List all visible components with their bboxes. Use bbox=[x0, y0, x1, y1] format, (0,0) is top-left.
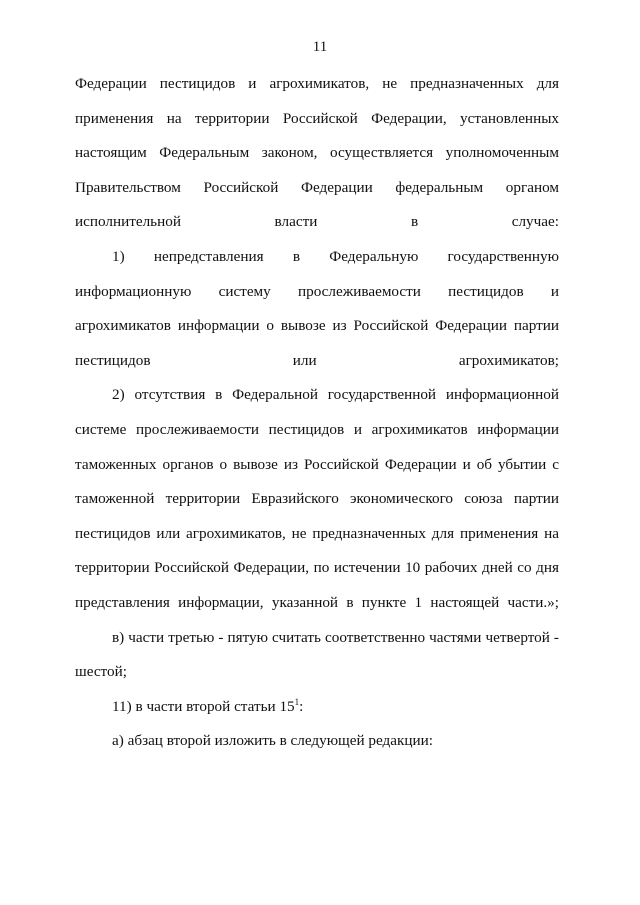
document-body bbox=[75, 67, 559, 759]
paragraph-continuation: Федерации пестицидов и агрохимикатов, не предназначенных для применения на территории Российской Федерации, установленных настоящим Федеральным законом, осуществляется уполномоченным Правительством Российской Федерации федеральным органом исполнительной власти в случае: bbox=[75, 75, 559, 231]
page-number: 11 bbox=[312, 39, 328, 55]
article-superscript: 1 bbox=[294, 696, 300, 707]
paragraph-item-v: в) части третью - пятую считать соответственно частями четвертой - шестой; bbox=[75, 628, 559, 681]
paragraph-item-2: 2) отсутствия в Федеральной государственной информационной системе прослеживаемости пестицидов и агрохимикатов информации таможенных органов о вывозе из Российской Федерации и об убытии с таможенной территории Евразийского экономического союза партии пестицидов или агрохимикатов, не предназначенных для применения на территории Российской Федерации, по истечении 10 рабочих дней со дня представления информации, указанной в пункте 1 настоящей части.»; bbox=[75, 386, 559, 611]
paragraph-item-a: а) абзац второй изложить в следующей редакции: bbox=[112, 732, 434, 750]
article-line-suffix: : bbox=[299, 697, 304, 715]
paragraph-item-1: 1) непредставления в Федеральную государственную информационную систему прослеживаемости пестицидов и агрохимикатов информации о вывозе из Российской Федерации партии пестицидов или агрохимикатов; bbox=[75, 247, 559, 369]
article-line-text: 11) в части второй статьи 15 bbox=[112, 697, 295, 715]
paragraph-article-11 bbox=[75, 690, 559, 725]
